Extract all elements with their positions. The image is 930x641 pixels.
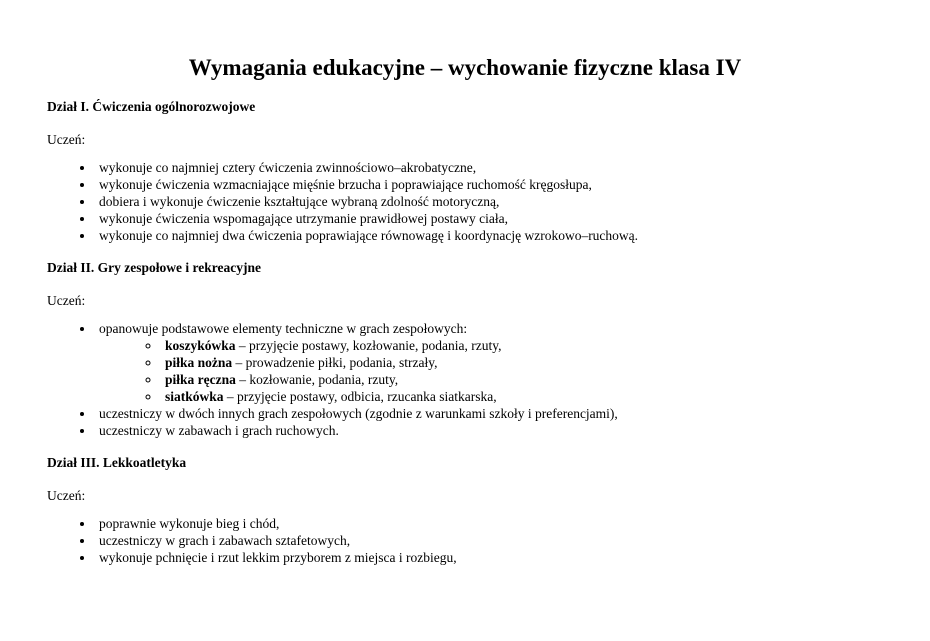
- section-3-heading: Dział III. Lekkoatletyka: [47, 455, 187, 470]
- section-3-bullet-list: [47, 515, 883, 566]
- section-dzial-1: [47, 98, 883, 244]
- list-item: • uczestniczy w grach i zabawach sztafetowych,: [95, 532, 883, 549]
- section-2-bullet-list: [47, 320, 883, 439]
- sub-item-text: – kozłowanie, podania, rzuty,: [235, 372, 399, 387]
- list-item-text: opanowuje podstawowe elementy techniczne w grach zespołowych:: [99, 321, 468, 336]
- section-dzial-3: [47, 454, 883, 566]
- section-1-bullet-list: [47, 159, 883, 244]
- section-2-heading: Dział II. Gry zespołowe i rekreacyjne: [47, 260, 261, 275]
- sub-item-text: – przyjęcie postawy, odbicia, rzucanka siatkarska,: [223, 389, 497, 404]
- student-label: Uczeń:: [47, 488, 86, 503]
- list-item: • wykonuje pchnięcie i rzut lekkim przyborem z miejsca i rozbiegu,: [95, 549, 883, 566]
- student-label: Uczeń:: [47, 132, 86, 147]
- list-item: • dobiera i wykonuje ćwiczenie kształtujące wybraną zdolność motoryczną,: [95, 193, 883, 210]
- page-title: Wymagania edukacyjne – wychowanie fizyczne klasa IV: [188, 55, 742, 80]
- sport-name: piłka ręczna: [165, 372, 236, 387]
- sub-item-text: – przyjęcie postawy, kozłowanie, podania, rzuty,: [235, 338, 502, 353]
- list-item: • wykonuje co najmniej cztery ćwiczenia zwinnościowo–akrobatyczne,: [95, 159, 883, 176]
- list-item: • wykonuje ćwiczenia wspomagające utrzymanie prawidłowej postawy ciała,: [95, 210, 883, 227]
- list-item: [95, 320, 883, 405]
- list-item: • wykonuje ćwiczenia wzmacniające mięśnie brzucha i poprawiające ruchomość kręgosłupa,: [95, 176, 883, 193]
- sport-name: siatkówka: [165, 389, 224, 404]
- section-dzial-2: [47, 259, 883, 439]
- sub-list-item: [161, 371, 883, 388]
- list-item: • uczestniczy w dwóch innych grach zespołowych (zgodnie z warunkami szkoły i preferencjami),: [95, 405, 883, 422]
- student-label: Uczeń:: [47, 293, 86, 308]
- sub-list-item: [161, 388, 883, 405]
- sport-name: piłka nożna: [165, 355, 233, 370]
- section-1-heading: Dział I. Ćwiczenia ogólnorozwojowe: [47, 99, 256, 114]
- list-item: • wykonuje co najmniej dwa ćwiczenia poprawiające równowagę i koordynację wzrokowo–ruchową.: [95, 227, 883, 244]
- list-item: • uczestniczy w zabawach i grach ruchowych.: [95, 422, 883, 439]
- sub-list-item: [161, 354, 883, 371]
- sub-list-item: [161, 337, 883, 354]
- list-item: • poprawnie wykonuje bieg i chód,: [95, 515, 883, 532]
- sub-item-text: – prowadzenie piłki, podania, strzały,: [232, 355, 438, 370]
- sport-name: koszykówka: [165, 338, 236, 353]
- sub-bullet-list: [99, 337, 883, 405]
